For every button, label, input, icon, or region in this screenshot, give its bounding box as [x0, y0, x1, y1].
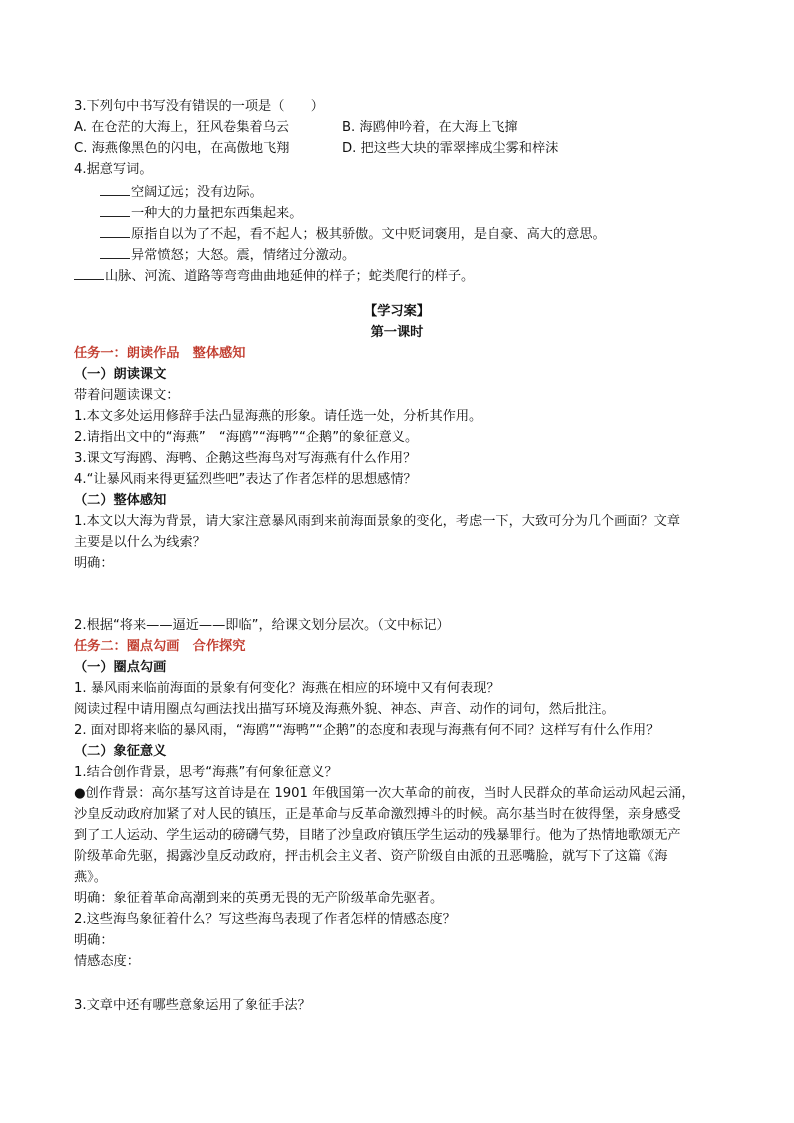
q3-option-a: A. 在仓茫的大海上，狂风卷集着乌云: [74, 120, 289, 135]
background-line-5: 燕》。: [74, 870, 107, 885]
task2-s1: 1.结合创作背景，思考“海燕”有何象征意义？: [74, 765, 338, 780]
task1-p1-line2: 主要是以什么为线索？: [74, 535, 206, 550]
q3-stem: 3.下列句中书写没有错误的一项是（ ）: [74, 99, 324, 114]
q4-stem: 4.据意写词。: [74, 162, 153, 177]
q4-item-text: 原指自以为了不起，看不起人；极其骄傲。文中贬词褒用，是自豪、高大的意思。: [131, 227, 606, 242]
background-line-4: 阶级革命先驱，揭露沙皇反动政府，抨击机会主义者、资产阶级自由派的丑恶嘴脸，就写下了这篇《海: [74, 849, 668, 864]
q4-item-text: 异常愤怒；大怒。震，情绪过分激动。: [131, 248, 356, 263]
task1-q3: 3.课文写海鸥、海鸭、企鹅这些海鸟对写海燕有什么作用？: [74, 451, 417, 466]
task2-sec2-heading: （二）象征意义: [74, 744, 167, 759]
background-line-1: ●创作背景：高尔基写这首诗是在 1901 年俄国第一次大革命的前夜，当时人民群众的革命运动风起云涌，: [74, 786, 695, 801]
q3-option-d: D. 把这些大块的霏翠摔成尘雾和梓沫: [342, 141, 559, 156]
fill-blank[interactable]: [100, 244, 130, 259]
q4-item-5: [74, 265, 754, 287]
q4-item-3: [100, 223, 754, 245]
lesson-title: 第一课时: [370, 325, 424, 340]
task2-q1-note: 阅读过程中请用圈点勾画法找出描写环境及海燕外貌、神态、声音、动作的词句，然后批注。: [74, 702, 615, 717]
q4-item-1: [100, 181, 754, 203]
task1-q1: 1.本文多处运用修辞手法凸显海燕的形象。请任选一处，分析其作用。: [74, 409, 483, 424]
fill-blank[interactable]: [100, 223, 130, 238]
task2-sec1-heading: （一）圈点勾画: [74, 660, 167, 675]
task1-q4: 4.“让暴风雨来得更猛烈些吧”表达了作者怎样的思想感情？: [74, 472, 417, 487]
task2-s2: 2.这些海鸟象征着什么？写这些海鸟表现了作者怎样的情感态度？: [74, 912, 456, 927]
background-line-2: 沙皇反动政府加紧了对人民的镇压，正是革命与反革命激烈搏斗的时候。高尔基当时在彼得堡，亲身感受: [74, 807, 681, 822]
q4-item-text: 一种大的力量把东西集起来。: [131, 206, 303, 221]
task1-p1-line1: 1.本文以大海为背景，请大家注意暴风雨到来前海面景象的变化，考虑一下，大致可分为几个画面？文章: [74, 514, 681, 529]
task2-title: 任务二：圈点勾画 合作探究: [74, 639, 246, 654]
q3-option-c: C. 海燕像黑色的闪电，在高傲地飞翔: [74, 141, 290, 156]
task2-q1: 1. 暴风雨来临前海面的景象有何变化？海燕在相应的环境中又有何表现？: [74, 681, 500, 696]
q4-item-4: [100, 244, 754, 266]
fill-blank[interactable]: [100, 202, 130, 217]
q4-item-text: 山脉、河流、道路等弯弯曲曲地延伸的样子；蛇类爬行的样子。: [105, 269, 475, 284]
task1-answer-label: 明确：: [74, 556, 114, 571]
task1-p2: 2.根据“将来——逼近——即临”，给课文划分层次。（文中标记）: [74, 618, 450, 633]
fill-blank[interactable]: [100, 181, 130, 196]
task2-answer-1: 明确：象征着革命高潮到来的英勇无畏的无产阶级革命先驱者。: [74, 891, 444, 906]
q4-item-text: 空阔辽远；没有边际。: [131, 185, 263, 200]
emotion-attitude-label: 情感态度：: [74, 954, 140, 969]
task1-q2: 2.请指出文中的“海燕” “海鸥”“海鸭”“企鹅”的象征意义。: [74, 430, 419, 445]
task1-sec2-heading: （二）整体感知: [74, 493, 167, 508]
q4-item-2: [100, 202, 754, 224]
background-line-3: 到了工人运动、学生运动的磅礴气势，目睹了沙皇政府镇压学生运动的残暴罪行。他为了热情地歌颂无产: [74, 828, 681, 843]
task2-answer-2-label: 明确：: [74, 933, 114, 948]
fill-blank[interactable]: [74, 265, 104, 280]
task1-intro: 带着问题读课文：: [74, 388, 180, 403]
task2-s3: 3.文章中还有哪些意象运用了象征手法？: [74, 998, 311, 1013]
task1-title: 任务一：朗读作品 整体感知: [74, 346, 246, 361]
study-section-title: 【学习案】: [364, 304, 430, 319]
task1-sec1-heading: （一）朗读课文: [74, 367, 167, 382]
q3-option-b: B. 海鸥伸吟着，在大海上飞撺: [342, 120, 518, 135]
task2-q2: 2. 面对即将来临的暴风雨，“海鸥”“海鸭”“企鹅”的态度和表现与海燕有何不同？这样写有什么作用？: [74, 723, 660, 738]
